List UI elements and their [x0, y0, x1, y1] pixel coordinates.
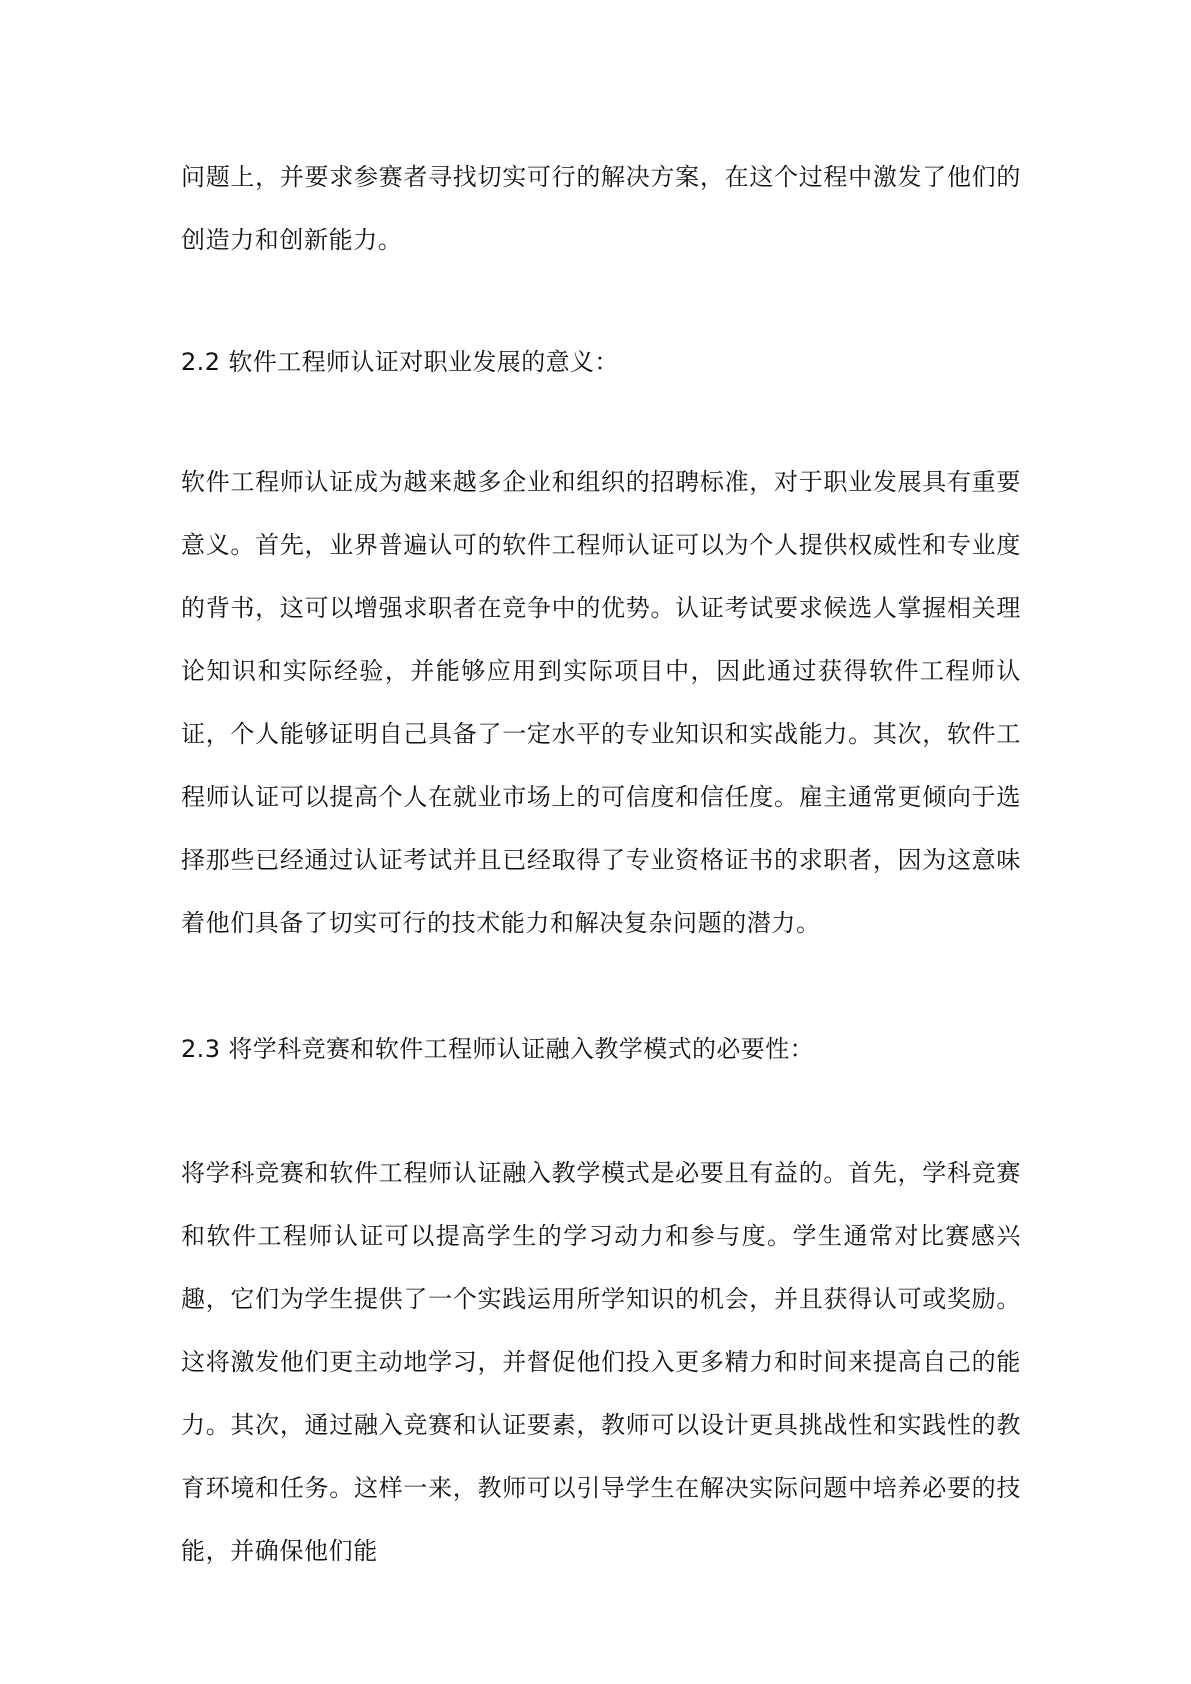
section-heading-2-2: 2.2 软件工程师认证对职业发展的意义： [181, 348, 619, 376]
paragraph-teaching-necessity: 将学科竞赛和软件工程师认证融入教学模式是必要且有益的。首先，学科竞赛和软件工程师认证可以提高学生的学习动力和参与度。学生通常对比赛感兴趣，它们为学生提供了一个实践运用所学知识的机会，并且获得认可或奖励。这将激发他们更主动地学习，并督促他们投入更多精力和时间来提高自己的能力。其次，通过融入竞赛和认证要素，教师可以设计更具挑战性和实践性的教育环境和任务。这样一来，教师可以引导学生在解决实际问题中培养必要的技能，并确保他们能 [181, 1159, 1021, 1565]
paragraph-spacer [181, 1081, 1021, 1142]
paragraph-continuation: 问题上，并要求参赛者寻找切实可行的解决方案，在这个过程中激发了他们的创造力和创新能力。 [181, 163, 1021, 254]
paragraph-spacer [181, 272, 1021, 331]
paragraph-spacer [181, 394, 1021, 451]
document-body [181, 146, 1021, 1583]
section-heading-2-3: 2.3 将学科竞赛和软件工程师认证融入教学模式的必要性： [181, 1035, 814, 1063]
paragraph-spacer [181, 955, 1021, 1018]
paragraph-certification-significance: 软件工程师认证成为越来越多企业和组织的招聘标准，对于职业发展具有重要意义。首先，业界普遍认可的软件工程师认证可以为个人提供权威性和专业度的背书，这可以增强求职者在竞争中的优势。认证考试要求候选人掌握相关理论知识和实际经验，并能够应用到实际项目中，因此通过获得软件工程师认证，个人能够证明自己具备了一定水平的专业知识和实战能力。其次，软件工程师认证可以提高个人在就业市场上的可信度和信任度。雇主通常更倾向于选择那些已经通过认证考试并且已经取得了专业资格证书的求职者，因为这意味着他们具备了切实可行的技术能力和解决复杂问题的潜力。 [181, 468, 1021, 937]
